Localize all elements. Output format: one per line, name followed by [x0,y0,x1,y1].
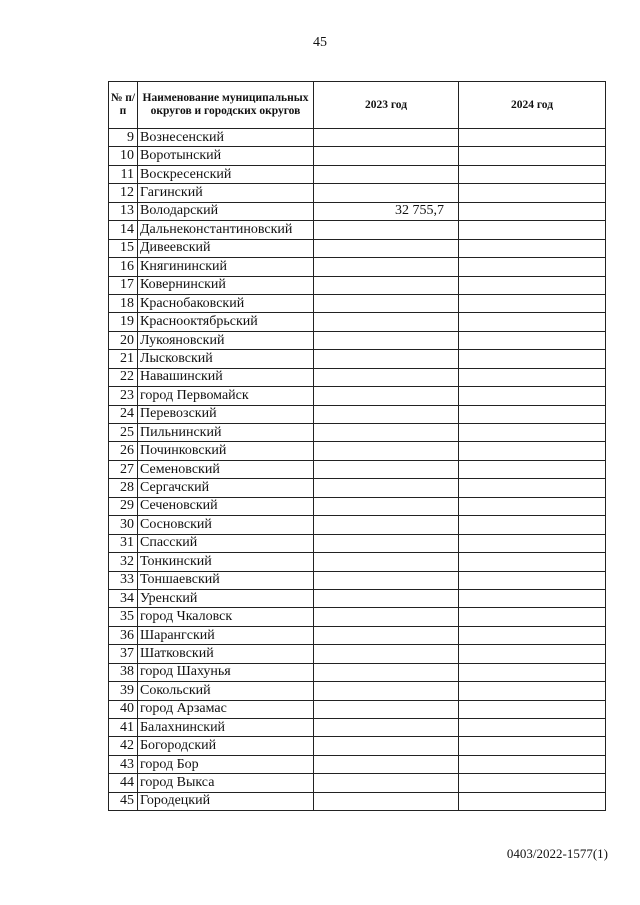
value-2023 [314,350,459,368]
value-2024 [459,350,606,368]
value-2024 [459,553,606,571]
value-2024 [459,258,606,276]
value-2024 [459,405,606,423]
value-2023 [314,774,459,792]
header-number: № п/п [109,82,138,129]
row-number: 43 [109,755,138,773]
table-row [109,737,606,755]
row-number: 12 [109,184,138,202]
value-2024 [459,774,606,792]
value-2024 [459,719,606,737]
district-name: Сокольский [138,682,314,700]
header-2023: 2023 год [314,82,459,129]
value-2024 [459,608,606,626]
district-name: Пильнинский [138,424,314,442]
table-row [109,258,606,276]
value-2023 [314,221,459,239]
row-number: 25 [109,424,138,442]
table-row [109,129,606,147]
row-number: 26 [109,442,138,460]
district-name: Дивеевский [138,239,314,257]
value-2023 [314,294,459,312]
table-row [109,700,606,718]
row-number: 23 [109,387,138,405]
table-row [109,774,606,792]
value-2023 [314,129,459,147]
row-number: 38 [109,663,138,681]
value-2023 [314,534,459,552]
district-name: Гагинский [138,184,314,202]
value-2023 [314,497,459,515]
row-number: 15 [109,239,138,257]
table-row [109,571,606,589]
table-row [109,534,606,552]
district-name: Воскресенский [138,165,314,183]
table-row [109,387,606,405]
district-name: город Бор [138,755,314,773]
value-2024 [459,147,606,165]
header-name: Наименование муниципальных округов и городских округов [138,82,314,129]
value-2024 [459,276,606,294]
value-2024 [459,221,606,239]
table-row [109,719,606,737]
row-number: 41 [109,719,138,737]
district-name: Шарангский [138,626,314,644]
row-number: 10 [109,147,138,165]
row-number: 42 [109,737,138,755]
district-name: Спасский [138,534,314,552]
row-number: 18 [109,294,138,312]
table-row [109,294,606,312]
value-2023 [314,626,459,644]
row-number: 39 [109,682,138,700]
table-row [109,276,606,294]
district-name: Тоншаевский [138,571,314,589]
district-name: Вознесенский [138,129,314,147]
row-number: 9 [109,129,138,147]
row-number: 45 [109,792,138,810]
value-2024 [459,479,606,497]
value-2024 [459,313,606,331]
table-row [109,626,606,644]
row-number: 27 [109,460,138,478]
table-row [109,221,606,239]
value-2023 [314,460,459,478]
value-2023 [314,608,459,626]
district-name: Лукояновский [138,331,314,349]
value-2023 [314,682,459,700]
table-header-row [109,82,606,129]
district-name: Княгининский [138,258,314,276]
district-name: Сеченовский [138,497,314,515]
district-name: Краснооктябрьский [138,313,314,331]
value-2023 [314,405,459,423]
district-name: Володарский [138,202,314,220]
value-2024 [459,387,606,405]
row-number: 28 [109,479,138,497]
value-2024 [459,368,606,386]
value-2023: 32 755,7 [314,202,459,220]
table-row [109,424,606,442]
value-2024 [459,129,606,147]
row-number: 37 [109,645,138,663]
row-number: 14 [109,221,138,239]
row-number: 20 [109,331,138,349]
district-name: город Чкаловск [138,608,314,626]
value-2023 [314,258,459,276]
table-row [109,792,606,810]
row-number: 13 [109,202,138,220]
row-number: 29 [109,497,138,515]
value-2024 [459,682,606,700]
value-2023 [314,239,459,257]
district-name: Ковернинский [138,276,314,294]
value-2023 [314,589,459,607]
row-number: 21 [109,350,138,368]
row-number: 44 [109,774,138,792]
row-number: 40 [109,700,138,718]
district-name: Дальнеконстантиновский [138,221,314,239]
district-name: Уренский [138,589,314,607]
district-name: Городецкий [138,792,314,810]
district-name: Балахнинский [138,719,314,737]
district-name: Богородский [138,737,314,755]
value-2024 [459,516,606,534]
row-number: 11 [109,165,138,183]
value-2023 [314,184,459,202]
value-2024 [459,626,606,644]
value-2024 [459,737,606,755]
header-2024: 2024 год [459,82,606,129]
row-number: 33 [109,571,138,589]
value-2023 [314,276,459,294]
value-2024 [459,571,606,589]
district-name: Лысковский [138,350,314,368]
table-row [109,663,606,681]
value-2024 [459,645,606,663]
table-row [109,405,606,423]
table-row [109,460,606,478]
table-row [109,147,606,165]
table-row [109,184,606,202]
row-number: 19 [109,313,138,331]
value-2023 [314,313,459,331]
value-2023 [314,424,459,442]
district-name: город Первомайск [138,387,314,405]
table-row [109,313,606,331]
district-name: Краснобаковский [138,294,314,312]
value-2023 [314,737,459,755]
table-row [109,350,606,368]
value-2024 [459,589,606,607]
district-name: город Шахунья [138,663,314,681]
district-name: Семеновский [138,460,314,478]
table-row [109,479,606,497]
value-2023 [314,571,459,589]
table-row [109,682,606,700]
value-2024 [459,497,606,515]
district-name: Навашинский [138,368,314,386]
value-2024 [459,294,606,312]
district-name: город Выкса [138,774,314,792]
value-2023 [314,553,459,571]
table-row [109,202,606,220]
allocation-table [108,81,606,811]
value-2023 [314,719,459,737]
value-2023 [314,147,459,165]
row-number: 31 [109,534,138,552]
value-2023 [314,700,459,718]
value-2023 [314,755,459,773]
table-row [109,368,606,386]
value-2023 [314,663,459,681]
value-2023 [314,331,459,349]
district-name: Сергачский [138,479,314,497]
value-2024 [459,424,606,442]
table-row [109,331,606,349]
row-number: 22 [109,368,138,386]
table-row [109,165,606,183]
row-number: 32 [109,553,138,571]
value-2023 [314,442,459,460]
value-2024 [459,663,606,681]
value-2023 [314,516,459,534]
value-2023 [314,792,459,810]
value-2024 [459,184,606,202]
value-2024 [459,239,606,257]
row-number: 17 [109,276,138,294]
district-name: Сосновский [138,516,314,534]
table-row [109,589,606,607]
document-code: 0403/2022-1577(1) [506,846,608,861]
row-number: 16 [109,258,138,276]
district-name: город Арзамас [138,700,314,718]
value-2024 [459,442,606,460]
table-row [109,239,606,257]
value-2023 [314,645,459,663]
district-name: Шатковский [138,645,314,663]
table-row [109,645,606,663]
value-2024 [459,165,606,183]
value-2023 [314,165,459,183]
value-2024 [459,792,606,810]
value-2023 [314,479,459,497]
row-number: 35 [109,608,138,626]
value-2024 [459,331,606,349]
value-2023 [314,368,459,386]
district-name: Починковский [138,442,314,460]
page-number: 45 [313,35,327,50]
value-2024 [459,202,606,220]
value-2024 [459,460,606,478]
district-name: Перевозский [138,405,314,423]
value-2024 [459,755,606,773]
row-number: 34 [109,589,138,607]
row-number: 24 [109,405,138,423]
table-row [109,442,606,460]
value-2024 [459,534,606,552]
value-2023 [314,387,459,405]
table-row [109,553,606,571]
table-row [109,516,606,534]
table-body [109,129,606,811]
row-number: 36 [109,626,138,644]
district-name: Тонкинский [138,553,314,571]
row-number: 30 [109,516,138,534]
value-2024 [459,700,606,718]
table-row [109,755,606,773]
table-row [109,608,606,626]
table-row [109,497,606,515]
district-name: Воротынский [138,147,314,165]
